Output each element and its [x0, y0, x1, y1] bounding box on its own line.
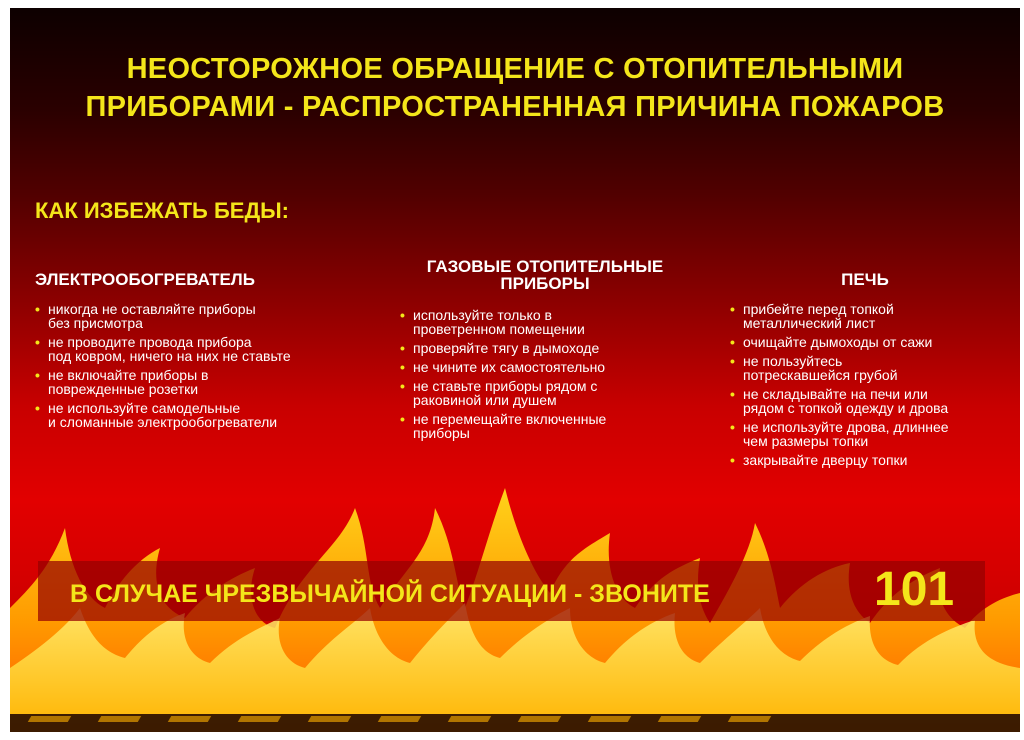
bullet-icon: • — [730, 419, 735, 435]
bullet-icon: • — [35, 367, 40, 383]
bullet-icon: • — [400, 340, 405, 356]
bullet-icon: • — [35, 400, 40, 416]
list-item: • никогда не оставляйте приборы без присмотра — [35, 301, 256, 331]
column-electric-heater — [35, 258, 375, 434]
section-subtitle: КАК ИЗБЕЖАТЬ БЕДЫ: — [35, 198, 289, 223]
bullet-icon: • — [730, 386, 735, 402]
list-item: • проверяйте тягу в дымоходе — [400, 340, 600, 356]
column-heading: ГАЗОВЫЕ ОТОПИТЕЛЬНЫЕ ПРИБОРЫ — [426, 257, 664, 293]
bullet-icon: • — [730, 353, 735, 369]
list-item: • не проводите провода прибора под ковром, ничего на них не ставьте — [35, 334, 291, 364]
list-item: • не ставьте приборы рядом с раковиной или душем — [400, 378, 598, 408]
bullet-icon: • — [730, 452, 735, 468]
bullet-icon: • — [35, 334, 40, 350]
list-item: • не используйте дрова, длиннее чем размеры топки — [730, 419, 949, 449]
list-item: • очищайте дымоходы от сажи — [730, 334, 933, 350]
bullet-icon: • — [400, 378, 405, 394]
column-stove — [730, 258, 1020, 472]
list-item: • не складывайте на печи или рядом с топкой одежду и дрова — [730, 386, 949, 416]
column-heading: ПЕЧЬ — [841, 270, 889, 289]
poster-title-line-1: НЕОСТОРОЖНОЕ ОБРАЩЕНИЕ С ОТОПИТЕЛЬНЫМИ — [126, 53, 904, 85]
poster-title-line-2: ПРИБОРАМИ - РАСПРОСТРАНЕННАЯ ПРИЧИНА ПОЖАРОВ — [85, 91, 945, 123]
list-item: • не используйте самодельные и сломанные электрообогреватели — [35, 400, 278, 430]
bullet-icon: • — [400, 411, 405, 427]
column-gas-heaters — [400, 258, 700, 445]
bullet-icon: • — [400, 359, 405, 375]
bullet-icon: • — [35, 301, 40, 317]
grill-bars — [10, 714, 1020, 732]
poster-title — [10, 50, 1020, 126]
list-item: • закрывайте дверцу топки — [730, 452, 908, 468]
bullet-icon: • — [730, 301, 735, 317]
list-item: • не чините их самостоятельно — [400, 359, 606, 375]
fire-safety-poster — [10, 8, 1020, 732]
bullet-icon: • — [730, 334, 735, 350]
list-item: • не перемещайте включенные приборы — [400, 411, 607, 441]
list-item: • используйте только в проветренном помещении — [400, 307, 585, 337]
tips-list — [400, 308, 700, 440]
emergency-phone-number: 101 — [874, 563, 955, 616]
tips-list — [730, 302, 1020, 467]
column-heading: ЭЛЕКТРООБОГРЕВАТЕЛЬ — [35, 270, 255, 289]
emergency-banner-text: В СЛУЧАЕ ЧРЕЗВЫЧАЙНОЙ СИТУАЦИИ - ЗВОНИТЕ — [70, 580, 710, 608]
list-item: • не пользуйтесь потрескавшейся грубой — [730, 353, 898, 383]
list-item: • не включайте приборы в поврежденные розетки — [35, 367, 209, 397]
list-item: • прибейте перед топкой металлический лист — [730, 301, 894, 331]
tips-list — [35, 302, 375, 429]
bullet-icon: • — [400, 307, 405, 323]
